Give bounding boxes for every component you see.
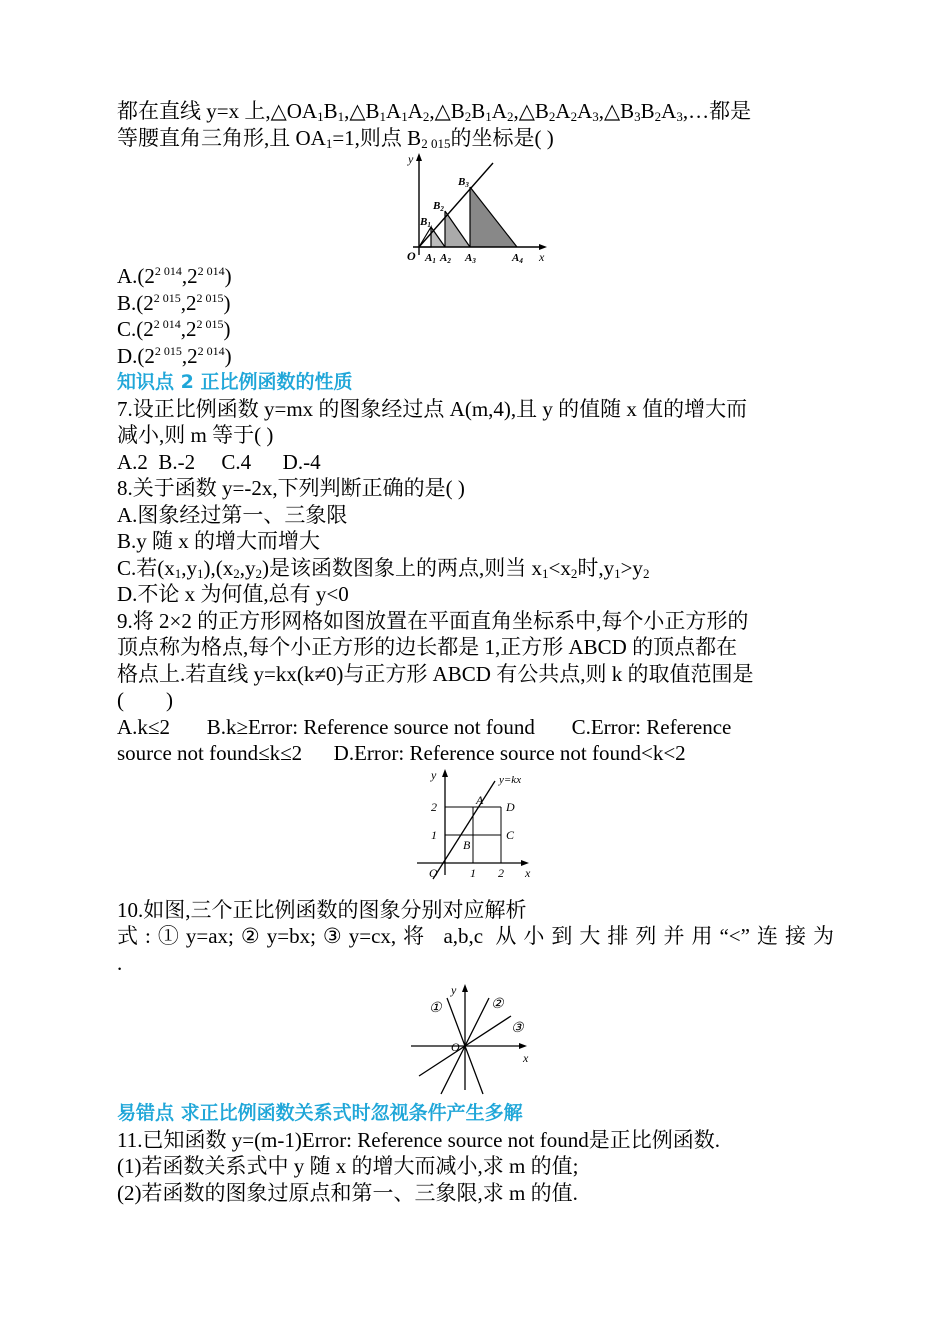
fig-origin-label: O (451, 1040, 460, 1054)
q9-options-line2: source not found≤k≤2 D.Error: Reference source not found<k<2 (117, 741, 686, 765)
tick-y-1: 1 (431, 827, 437, 842)
q6-option-a: $A.(2^{2 014},2^{2 014})$ (117, 264, 232, 288)
fig-x-label: x (539, 250, 545, 263)
q10-line1: 10.如图,三个正比例函数的图象分别对应解析 (117, 897, 527, 922)
x-arrow (519, 1043, 527, 1049)
y-arrow (442, 769, 448, 777)
label-line-2: ② (491, 997, 504, 1012)
q8-option-a: A.图象经过第一、三象限 (117, 502, 348, 527)
q11-line2: (1)若函数关系式中 y 随 x 的增大而减小,求 m 的值; (117, 1154, 579, 1178)
fig-x-label: x (523, 1051, 529, 1065)
q8-stem: 8.关于函数 y=-2x,下列判断正确的是( ) (117, 476, 465, 500)
q9-line4: ( ) (117, 688, 173, 712)
q6-option-b: $B.(2^{2 015},2^{2 015})$ (117, 290, 231, 315)
q8-option-b: B.y 随 x 的增大而增大 (117, 529, 321, 553)
label-a3: A3 (465, 252, 476, 263)
label-a4: A4 (512, 252, 523, 263)
q8-option-c: C.若$(x_1,y_1),(x_2,y_2)$是该函数图象上的两点,则当 $x_1<x_2$时$,y_1>y_2$ (117, 555, 650, 581)
label-a2: A2 (440, 252, 451, 263)
q8-option-d: D.不论 x 为何值,总有 y<0 (117, 582, 349, 606)
q9-line2: 顶点称为格点,每个小正方形的边长都是 1,正方形 ABCD 的顶点都在 (117, 635, 738, 659)
q9-grid-figure (117, 767, 834, 887)
label-a1: A1 (425, 252, 436, 263)
section-heading-3: 易错点 求正比例函数关系式时忽视条件产生多解 (117, 1102, 523, 1124)
q6-option-d: $D.(2^{2 015},2^{2 014})$ (117, 343, 232, 368)
q11-line1: 11.已知函数 y=(m-1)Error: Reference source not found是正比例函数. (117, 1127, 721, 1152)
fig-y-label: y (408, 152, 414, 166)
q6-line1: 都在直线 y=x 上$,\triangle OA_1B_1,\triangle B_1A_1A_2,\triangle B_2B_1A_2,\triangle B_2A_2A_3,\triangle B_3B_2A_3,\dots$都是 (117, 99, 752, 124)
label-b: B (463, 837, 471, 852)
label-c: C (506, 827, 515, 842)
line-y-eq-kx (433, 781, 495, 879)
q6-triangle-figure (117, 151, 834, 263)
fig-y-label: y (451, 983, 457, 997)
q6-line2: 等腰直角三角形,且 $OA_1=1$,则点 $B_{2 015}$的坐标是( ) (117, 125, 554, 151)
q11-line3: (2)若函数的图象过原点和第一、三象限,求 m 的值. (117, 1180, 578, 1205)
document-page (117, 98, 834, 1206)
q9-line3: 格点上.若直线 y=kx(k≠0)与正方形 ABCD 有公共点,则 k 的取值范围是 (117, 661, 754, 686)
tick-y-2: 2 (431, 799, 437, 814)
y-arrow (416, 153, 422, 161)
label-b3: B3 (458, 176, 469, 189)
label-b1: B1 (420, 216, 431, 229)
label-line-1: ① (429, 1001, 442, 1016)
fig-y-label: y (431, 767, 437, 782)
label-a: A (476, 792, 484, 807)
q10-lines-figure (117, 976, 834, 1096)
q7-line2: 减小,则 m 等于( ) (117, 423, 274, 447)
q9-options-line1: A.k≤2 B.k≥Error: Reference source not found C.Error: Reference (117, 714, 732, 739)
fig-origin-label: O (429, 865, 438, 880)
q9-line1: 9.将 2×2 的正方形网格如图放置在平面直角坐标系中,每个小正方形的 (117, 608, 749, 633)
q6-option-c: $C.(2^{2 014},2^{2 015})$ (117, 317, 231, 341)
tick-x-2: 2 (498, 865, 504, 880)
q7-line1: 7.设正比例函数 y=mx 的图象经过点 A(m,4),且 y 的值随 x 值的增大而 (117, 396, 748, 421)
fig-origin-label: O (407, 249, 416, 263)
triangle-oa1b1 (419, 227, 431, 247)
line-kx-label: y=kx (499, 773, 522, 786)
fig-x-label: x (525, 865, 531, 880)
label-line-3: ③ (511, 1021, 524, 1036)
q10-line2: 式:①y=ax;②y=bx;③y=cx,将 a,b,c 从小到大排列并用“<”连接为 (117, 924, 834, 948)
label-d: D (506, 799, 515, 814)
q10-line3: . (117, 950, 123, 975)
section-heading-2: 知识点 2 正比例函数的性质 (117, 371, 353, 393)
y-arrow (462, 984, 468, 992)
label-b2: B2 (433, 200, 444, 213)
q7-options: A.2 B.-2 C.4 D.-4 (117, 449, 321, 474)
tick-x-1: 1 (470, 865, 476, 880)
